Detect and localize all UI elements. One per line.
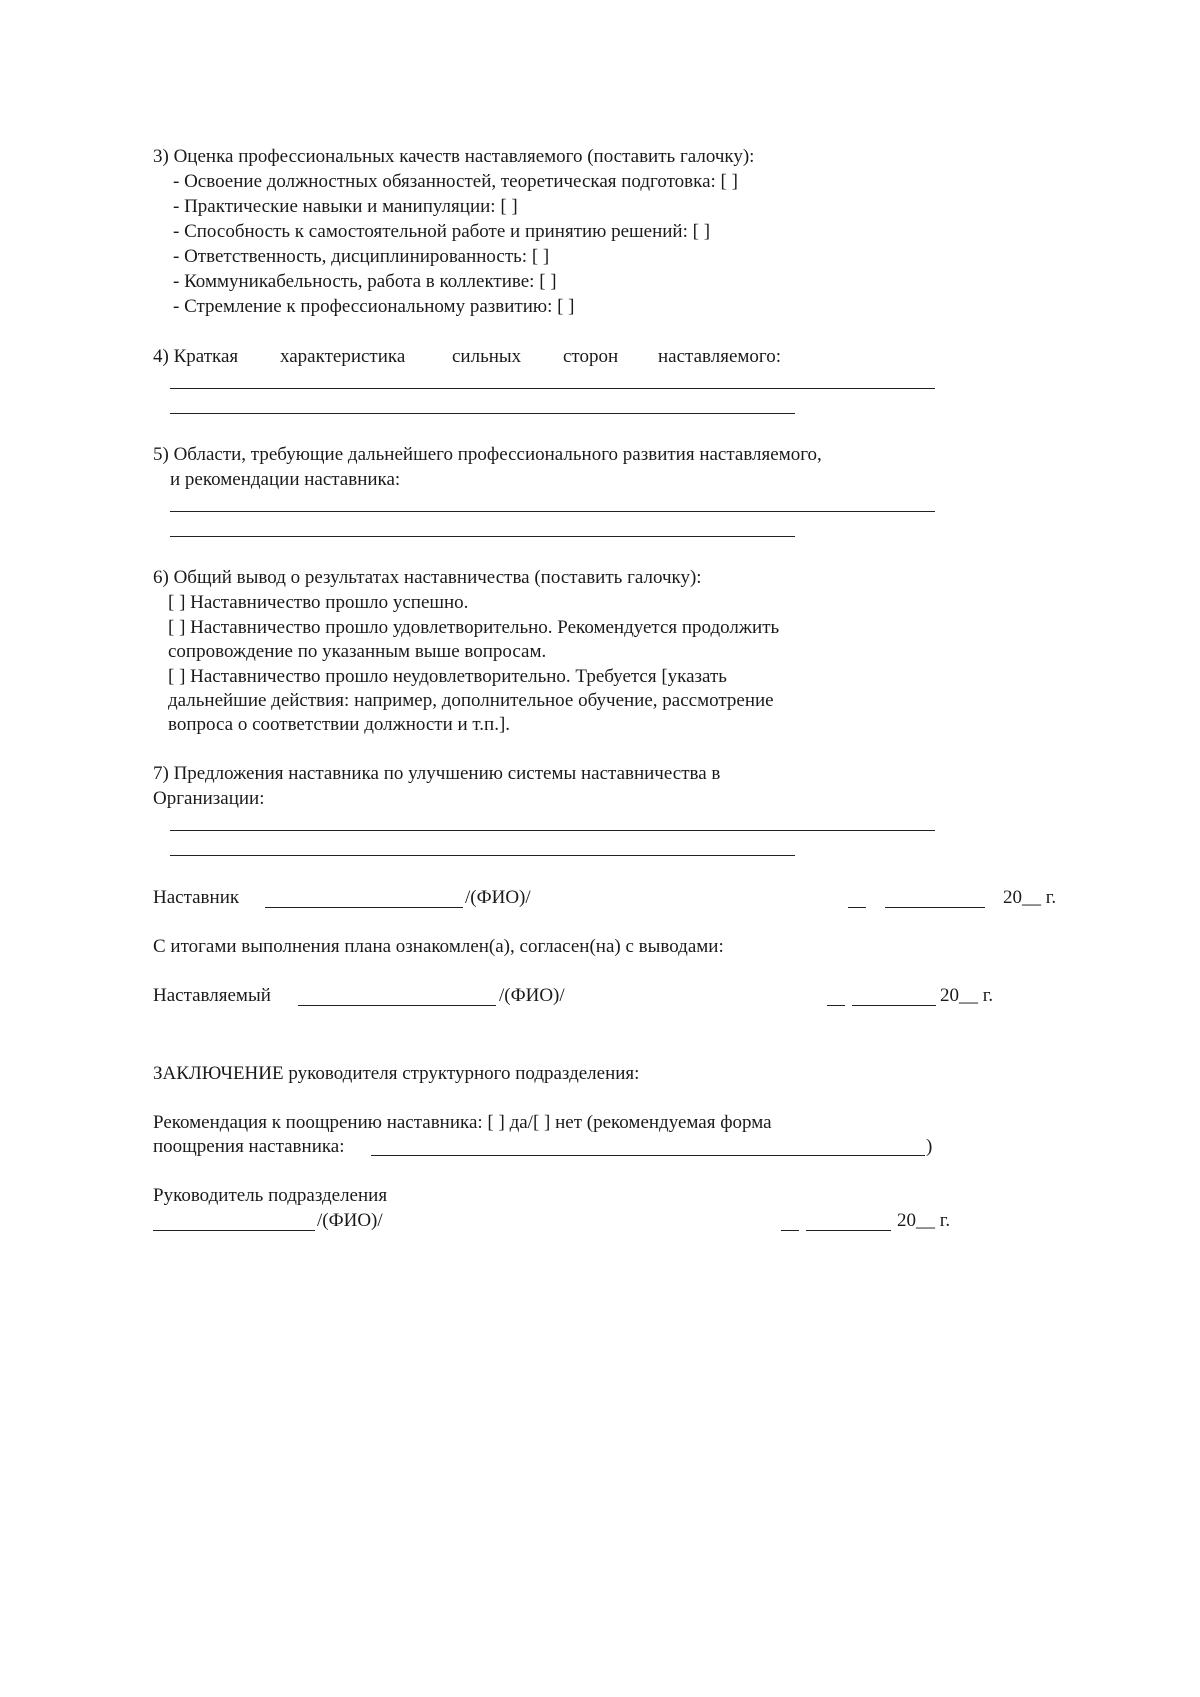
section-7-line: Организации: [153,788,265,809]
section-4-word: 4) Краткая [153,346,239,367]
answer-line[interactable] [170,830,935,831]
month-line[interactable] [852,1005,936,1006]
option-unsatisfactory-cont: дальнейшие действия: например, дополнительное обучение, рассмотрение [168,690,774,711]
mentee-label: Наставляемый [153,985,271,1006]
section-5-line: и рекомендации наставника: [170,469,401,490]
section-7-line: 7) Предложения наставника по улучшению системы наставничества в [153,763,721,784]
recommendation-form-label: поощрения наставника: [153,1136,345,1157]
answer-line[interactable] [170,855,795,856]
signature-line[interactable] [298,1005,496,1006]
year-label: 20__ г. [940,985,994,1006]
month-line[interactable] [806,1230,891,1231]
option-satisfactory-cont: сопровождение по указанным выше вопросам. [168,641,547,662]
fio-label: /(ФИО)/ [465,887,531,908]
signature-line[interactable] [265,907,463,908]
option-satisfactory[interactable]: [ ] Наставничество прошло удовлетворительно. Рекомендуется продолжить [168,617,780,638]
mentor-label: Наставник [153,887,240,908]
fio-label: /(ФИО)/ [317,1210,383,1231]
list-item: - Коммуникабельность, работа в коллективе: [ ] [173,271,557,292]
conclusion-title: ЗАКЛЮЧЕНИЕ руководителя структурного подразделения: [153,1063,640,1084]
option-unsatisfactory[interactable]: [ ] Наставничество прошло неудовлетворительно. Требуется [указать [168,666,727,687]
section-6-title: 6) Общий вывод о результатах наставничества (поставить галочку): [153,567,702,588]
answer-line[interactable] [170,511,935,512]
section-4-word: наставляемого: [658,346,781,367]
day-line[interactable] [781,1230,799,1231]
section-5-line: 5) Области, требующие дальнейшего профессионального развития наставляемого, [153,444,822,465]
answer-line[interactable] [170,536,795,537]
list-item: - Практические навыки и манипуляции: [ ] [173,196,518,217]
list-item: - Способность к самостоятельной работе и принятию решений: [ ] [173,221,711,242]
section-4-word: характеристика [280,346,406,367]
section-4-word: сторон [563,346,619,367]
option-success[interactable]: [ ] Наставничество прошло успешно. [168,592,469,613]
recommendation-line: Рекомендация к поощрению наставника: [ ] да/[ ] нет (рекомендуемая форма [153,1112,772,1133]
answer-line[interactable] [170,388,935,389]
recommendation-form-line[interactable] [371,1155,925,1156]
option-unsatisfactory-cont: вопроса о соответствии должности и т.п.]. [168,714,511,735]
answer-line[interactable] [170,413,795,414]
month-line[interactable] [885,907,985,908]
day-line[interactable] [827,1005,845,1006]
year-label: 20__ г. [1003,887,1057,908]
recommendation-close: ) [926,1136,933,1157]
list-item: - Ответственность, дисциплинированность: [ ] [173,246,550,267]
signature-line[interactable] [153,1230,315,1231]
list-item: - Освоение должностных обязанностей, теоретическая подготовка: [ ] [173,171,738,192]
year-label: 20__ г. [897,1210,951,1231]
list-item: - Стремление к профессиональному развитию: [ ] [173,296,575,317]
fio-label: /(ФИО)/ [499,985,565,1006]
head-label: Руководитель подразделения [153,1185,388,1206]
acknowledgement-text: С итогами выполнения плана ознакомлен(а), согласен(на) с выводами: [153,936,724,957]
section-3-title: 3) Оценка профессиональных качеств наставляемого (поставить галочку): [153,146,755,167]
section-4-word: сильных [452,346,522,367]
day-line[interactable] [848,907,866,908]
